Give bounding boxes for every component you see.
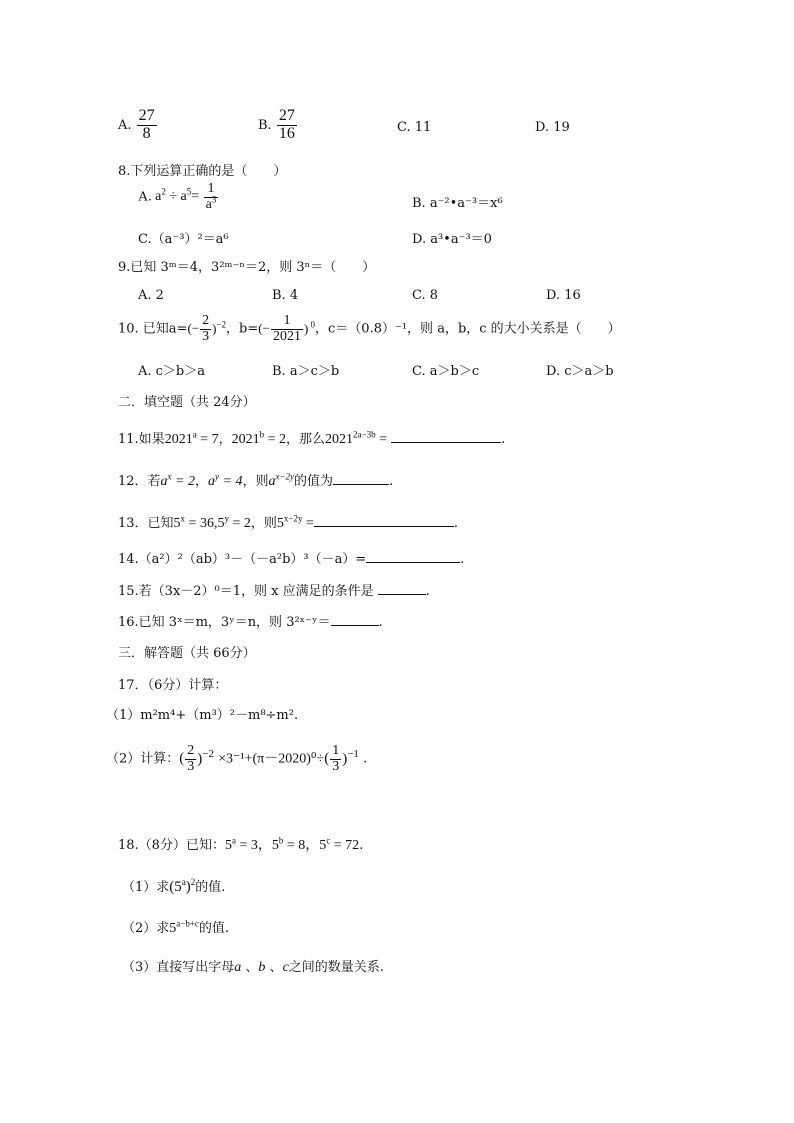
q17-part-1: （1）m²m⁴+（m³）²－m⁸÷m². [106, 708, 299, 723]
q18-part-1-prefix: （1）求 [122, 880, 170, 895]
q7-b-denominator: 16 [278, 124, 295, 142]
q15-end: . [425, 584, 430, 599]
q17-stem: 17．（6分）计算： [118, 678, 228, 693]
q10-option-c: C. a＞b＞c [412, 364, 480, 379]
q10-b-denominator: 2021 [272, 328, 301, 344]
q11-prefix: 11.如果 [118, 432, 165, 447]
q10-option-d: D. c＞a＞b [546, 364, 614, 379]
q10-a-numerator: 2 [202, 313, 210, 328]
q17-part-2-end: . [363, 751, 368, 767]
q8-a-denominator: a [205, 196, 212, 212]
q7-option-b [258, 108, 298, 143]
q10-a-fraction [200, 314, 211, 344]
q9-option-a: A. 2 [138, 288, 164, 303]
q9-option-d: D. 16 [546, 288, 581, 303]
q12-then: ，则 [242, 474, 269, 489]
q17-f1-denominator: 3 [187, 758, 195, 774]
q14-end: . [460, 552, 465, 567]
q11-separator: ， [218, 432, 232, 447]
q13-then: ，则 [250, 516, 277, 531]
q10-b-prefix: ，b= [226, 321, 259, 337]
q14 [118, 548, 464, 567]
q16-end: . [378, 615, 383, 630]
q8-option-a-fraction: $\frac{1}{a^3}$ [205, 181, 217, 212]
q17-f2-numerator: 1 [332, 743, 340, 758]
q17-middle-expression: ×3⁻¹+(π－2020)⁰÷ [218, 751, 325, 767]
q7-option-b-label: B. [258, 117, 272, 133]
q10-option-b: B. a＞c＞b [272, 364, 340, 379]
q8-option-a-label: A. [138, 189, 152, 205]
q9-option-b: B. 4 [272, 288, 299, 303]
q8-a-numerator: 1 [204, 182, 219, 198]
q10-stem: 10. 已知a=(− $\frac{2}{3}$ )$^{-2}$，b=(− $\frac{1}{2021}$ ) $^0$，c＝（0.8）⁻¹，则 a，b，c 的大小关系是（ ） [118, 313, 621, 344]
q11-answer-blank[interactable] [391, 430, 501, 443]
q14-text: 14.（a²）²（ab）³－（－a²b）³（－a）= [118, 552, 367, 567]
section-3-heading: 三．解答题（共 66分） [118, 646, 256, 661]
q12-prefix: 12．若 [118, 474, 161, 489]
q17-fraction-2 [330, 744, 341, 774]
q18-part-1-suffix: 的值. [195, 880, 226, 895]
q13: 13．已知$5^x = 36,5^y = 2$，则$5^{x-2y}$ = . [118, 513, 458, 531]
q18-stem: 18.（8分）已知：$5^a = 3$，$5^b = 8$，$5^c = 72$. [118, 835, 364, 853]
q10-prefix: 10. 已知a= [118, 321, 188, 337]
q10-c-part: ，c＝（0.8）⁻¹，则 a，b，c 的大小关系是（ ） [315, 321, 621, 337]
q13-answer-blank[interactable] [314, 514, 454, 527]
q7-option-a [118, 108, 158, 143]
q17-part-2-prefix: （2）计算： [106, 751, 180, 767]
q10-b-numerator: 1 [271, 314, 303, 330]
q12-end: . [389, 474, 394, 489]
q18-part-1: （1）求$(5^a)^2$的值. [122, 877, 226, 895]
q16-text: 16.已知 3ˣ＝m，3ʸ＝n，则 3²ˣ⁻ʸ＝ [118, 615, 331, 630]
q9-option-c: C. 8 [412, 288, 439, 303]
q16 [118, 611, 383, 630]
q12-answer-blank[interactable] [333, 472, 389, 485]
q18-part-3-suffix: 之间的数量关系. [288, 960, 384, 975]
section-2-heading: 二．填空题（共 24分） [118, 395, 256, 410]
q10-b-fraction [271, 314, 303, 344]
q18-part-2-prefix: （2）求 [122, 921, 170, 936]
q13-end: . [453, 516, 458, 531]
q10-option-a: A. c＞b＞a [138, 364, 206, 379]
q18-part-2: （2）求$5^{a-b+c}$的值. [122, 918, 230, 936]
q17-f1-numerator: 2 [187, 743, 195, 758]
q18-part-3-prefix: （3）直接写出字母 [122, 960, 235, 975]
q17-fraction-1 [185, 744, 196, 774]
q18-stem-end: . [359, 838, 364, 853]
q18-stem-prefix: 18.（8分）已知： [118, 838, 225, 853]
q9-stem: 9.已知 3ᵐ＝4，3²ᵐ⁻ⁿ＝2，则 3ⁿ＝（ ） [118, 260, 376, 275]
q7-a-denominator: 8 [142, 124, 151, 142]
q8-option-b: B. a⁻²•a⁻³＝x⁶ [412, 196, 503, 211]
q15-text: 15.若（3x－2）⁰＝1，则 x 应满足的条件是 [118, 584, 374, 599]
q10-a-denominator: 3 [202, 328, 210, 344]
q7-option-a-fraction [137, 108, 157, 143]
q7-a-numerator: 27 [138, 107, 155, 124]
q12-suffix: 的值为 [294, 474, 334, 489]
q15-answer-blank[interactable] [378, 582, 426, 595]
q13-prefix: 13．已知 [118, 516, 174, 531]
q7-option-b-fraction [277, 108, 297, 143]
q18-part-2-suffix: 的值. [198, 921, 230, 936]
q18-part-3: （3）直接写出字母a 、b 、c之间的数量关系. [122, 960, 384, 975]
q7-option-d: D. 19 [535, 120, 570, 135]
q11-end: . [501, 432, 506, 447]
q8-option-d: D. a³•a⁻³＝0 [412, 232, 492, 247]
q12: 12．若$a^x = 2$，$a^y = 4$，则$a^{x-2y}$的值为 . [118, 471, 394, 489]
q8-stem: 8.下列运算正确的是（ ） [118, 164, 287, 179]
q17-part-2: （2）计算：( $\frac{2}{3}$ )$^{-2}$ ×3⁻¹+(π－2020)⁰÷( $\frac{1}{3}$ )$^{-1}$ . [106, 743, 368, 774]
q14-answer-blank[interactable] [366, 550, 460, 563]
q7-b-numerator: 27 [278, 107, 295, 124]
q11: 11.如果$2021^a = 7$，$2021^b = 2$，那么$2021^{2a-3b}$ = . [118, 429, 506, 447]
q17-f2-denominator: 3 [332, 758, 340, 774]
q8-option-a: A. $a^2 \div a^5=$ $\frac{1}{a^3}$ [138, 181, 217, 212]
q16-answer-blank[interactable] [331, 613, 379, 626]
q11-then: ，那么 [286, 432, 326, 447]
q8-option-c: C.（a⁻³）²＝a⁶ [138, 232, 229, 247]
q15 [118, 580, 430, 599]
q7-option-a-label: A. [118, 117, 132, 133]
q7-option-c: C. 11 [397, 120, 432, 135]
